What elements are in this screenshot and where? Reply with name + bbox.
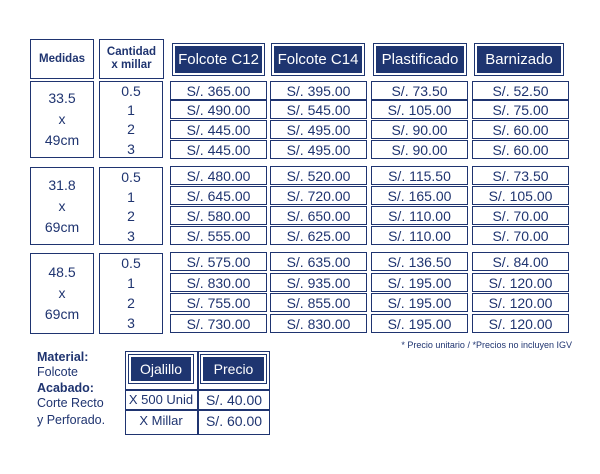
price-cell: S/. 395.00 bbox=[270, 81, 367, 100]
price-cell: S/. 720.00 bbox=[270, 186, 367, 205]
price-cell: S/. 495.00 bbox=[270, 140, 367, 159]
qty-cell: 1 bbox=[127, 101, 135, 118]
qty-cell: 3 bbox=[127, 140, 135, 157]
qty-cell: 0.5 bbox=[121, 168, 141, 185]
price-cell: S/. 84.00 bbox=[472, 252, 569, 271]
qty-cell: 3 bbox=[127, 315, 135, 331]
header-cantidad: Cantidad x millar bbox=[99, 39, 164, 79]
qty-cell: 1 bbox=[127, 188, 135, 205]
qty-cell: 2 bbox=[127, 295, 135, 311]
price-cell: S/. 635.00 bbox=[270, 252, 367, 271]
price-cell: S/. 830.00 bbox=[270, 314, 367, 333]
price-cell: S/. 195.00 bbox=[371, 273, 468, 292]
header-ojalillo: Ojalillo bbox=[131, 357, 191, 381]
price-cell: S/. 555.00 bbox=[170, 226, 267, 245]
material-value: Folcote bbox=[37, 365, 78, 379]
price-cell: S/. 120.00 bbox=[472, 293, 569, 312]
size-33-5x49: 33.5 x 49cm bbox=[30, 81, 94, 158]
price-cell: S/. 195.00 bbox=[371, 293, 468, 312]
price-cell: S/. 480.00 bbox=[170, 166, 267, 185]
price-cell: S/. 110.00 bbox=[371, 226, 468, 245]
ojalillo-qty-cell: X 500 Unid bbox=[128, 392, 194, 407]
size-48-5x69: 48.5 x 69cm bbox=[30, 253, 94, 334]
price-cell: S/. 136.50 bbox=[371, 252, 468, 271]
price-cell: S/. 73.50 bbox=[371, 81, 468, 100]
price-cell: S/. 115.50 bbox=[371, 166, 468, 185]
acabado-value-line-2: y Perforado. bbox=[37, 413, 106, 427]
price-cell: S/. 60.00 bbox=[472, 120, 569, 139]
acabado-label: Acabado: bbox=[37, 381, 94, 395]
ojalillo-price-cell: S/. 40.00 bbox=[205, 391, 263, 408]
price-cell: S/. 120.00 bbox=[472, 273, 569, 292]
price-cell: S/. 645.00 bbox=[170, 186, 267, 205]
price-cell: S/. 575.00 bbox=[170, 252, 267, 271]
header-barnizado: Barnizado bbox=[477, 46, 561, 73]
size-31-8x69: 31.8 x 69cm bbox=[30, 167, 94, 245]
acabado-value-line-1: Corte Recto bbox=[37, 396, 104, 410]
qty-cell: 0.5 bbox=[121, 255, 141, 271]
price-cell: S/. 855.00 bbox=[270, 293, 367, 312]
price-cell: S/. 90.00 bbox=[371, 120, 468, 139]
price-cell: S/. 830.00 bbox=[170, 273, 267, 292]
qty-cell: 0.5 bbox=[121, 82, 141, 99]
price-cell: S/. 195.00 bbox=[371, 314, 468, 333]
header-precio: Precio bbox=[203, 357, 264, 381]
price-cell: S/. 490.00 bbox=[170, 100, 267, 119]
price-cell: S/. 70.00 bbox=[472, 226, 569, 245]
header-folcote-c14: Folcote C14 bbox=[274, 46, 362, 73]
material-info bbox=[37, 350, 127, 440]
price-cell: S/. 110.00 bbox=[371, 206, 468, 225]
price-cell: S/. 73.50 bbox=[472, 166, 569, 185]
price-cell: S/. 545.00 bbox=[270, 100, 367, 119]
price-cell: S/. 70.00 bbox=[472, 206, 569, 225]
qty-cell: 3 bbox=[127, 227, 135, 244]
price-cell: S/. 165.00 bbox=[371, 186, 468, 205]
price-cell: S/. 120.00 bbox=[472, 314, 569, 333]
price-cell: S/. 495.00 bbox=[270, 120, 367, 139]
price-cell: S/. 75.00 bbox=[472, 100, 569, 119]
header-medidas: Medidas bbox=[30, 39, 94, 79]
price-cell: S/. 365.00 bbox=[170, 81, 267, 100]
price-cell: S/. 105.00 bbox=[472, 186, 569, 205]
price-cell: S/. 90.00 bbox=[371, 140, 468, 159]
price-cell: S/. 935.00 bbox=[270, 273, 367, 292]
material-label: Material: bbox=[37, 350, 89, 364]
ojalillo-qty-cell: X Millar bbox=[139, 413, 183, 428]
price-footnote: * Precio unitario / *Precios no incluyen IGV bbox=[401, 340, 572, 350]
price-cell: S/. 755.00 bbox=[170, 293, 267, 312]
price-cell: S/. 730.00 bbox=[170, 314, 267, 333]
price-cell: S/. 520.00 bbox=[270, 166, 367, 185]
header-plastificado: Plastificado bbox=[376, 46, 464, 73]
price-cell: S/. 445.00 bbox=[170, 140, 267, 159]
header-folcote-c12: Folcote C12 bbox=[175, 46, 262, 73]
qty-cell: 2 bbox=[127, 207, 135, 224]
qty-cell: 2 bbox=[127, 120, 135, 137]
price-cell: S/. 52.50 bbox=[472, 81, 569, 100]
qty-cell: 1 bbox=[127, 275, 135, 291]
price-cell: S/. 60.00 bbox=[472, 140, 569, 159]
ojalillo-price-cell: S/. 60.00 bbox=[205, 412, 263, 429]
price-cell: S/. 625.00 bbox=[270, 226, 367, 245]
price-cell: S/. 650.00 bbox=[270, 206, 367, 225]
price-cell: S/. 580.00 bbox=[170, 206, 267, 225]
price-cell: S/. 105.00 bbox=[371, 100, 468, 119]
price-cell: S/. 445.00 bbox=[170, 120, 267, 139]
